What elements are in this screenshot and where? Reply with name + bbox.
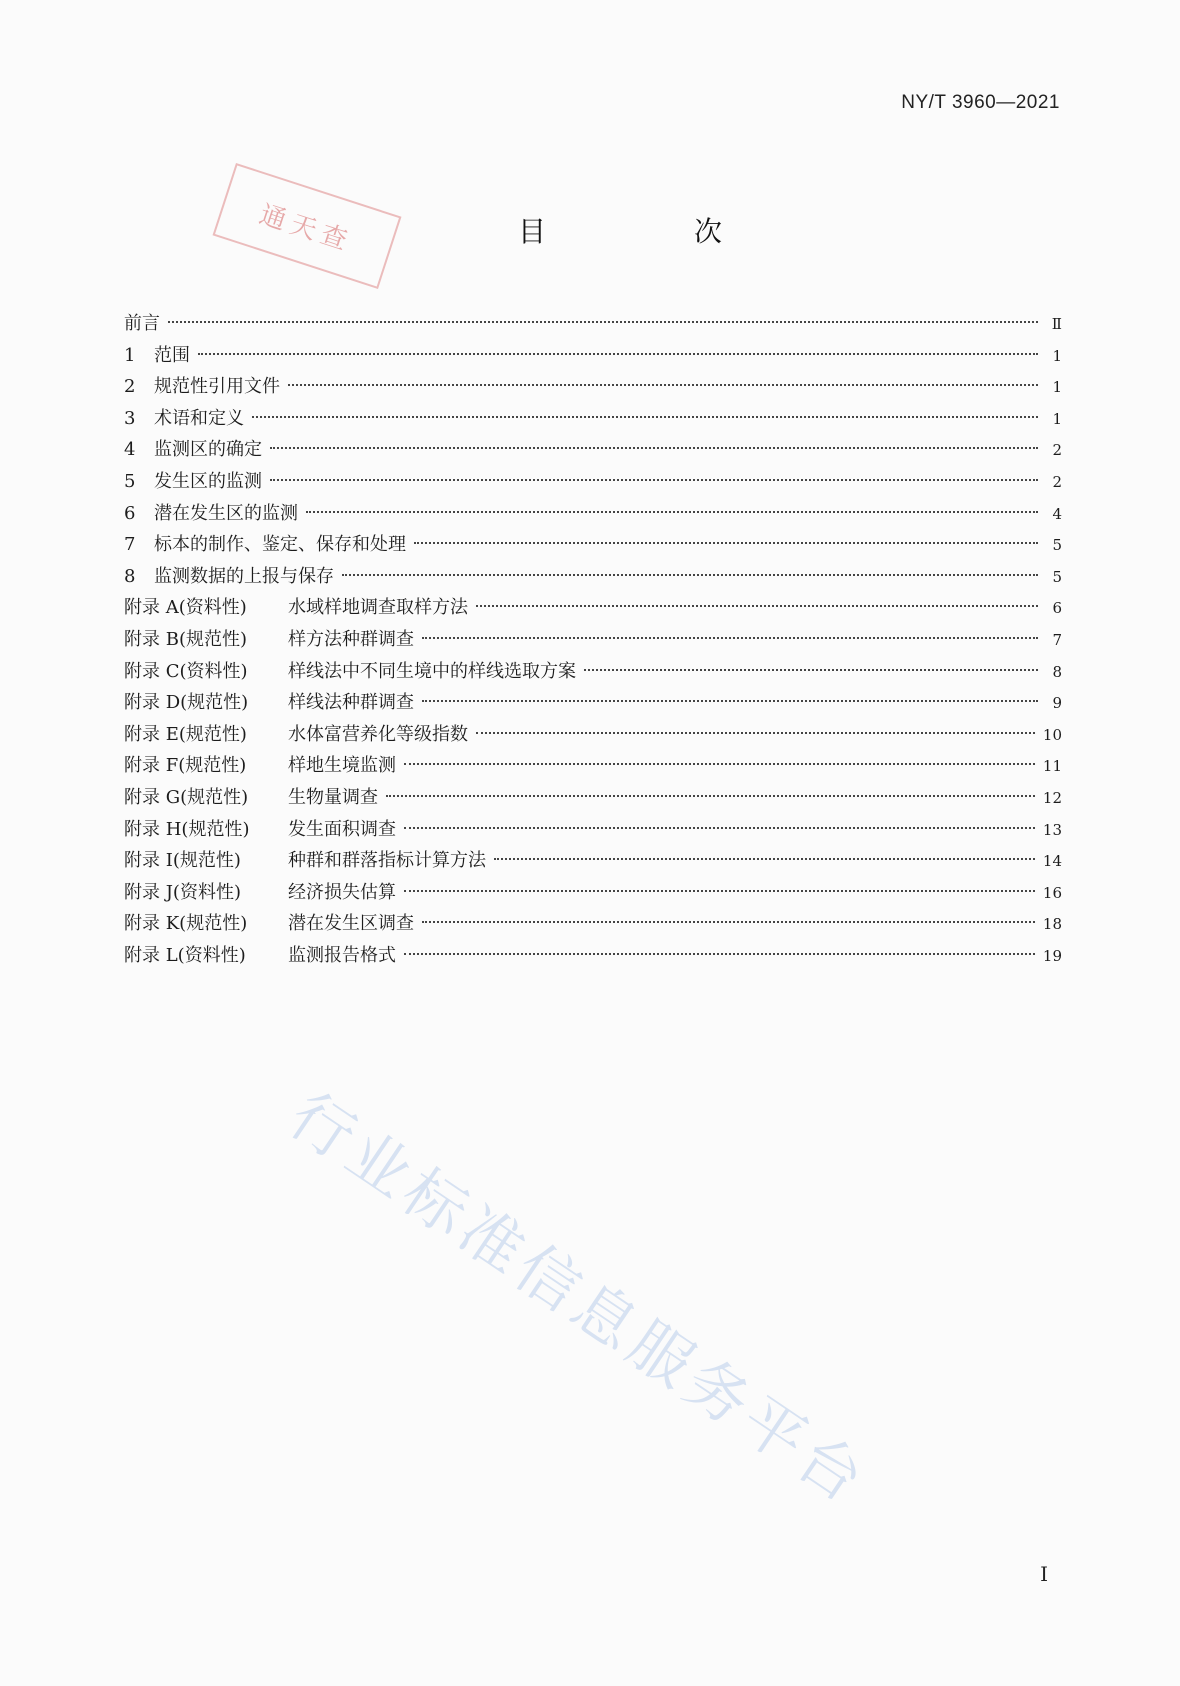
toc-entry-page: 8 <box>1052 662 1062 681</box>
toc-entry-page: 13 <box>1042 820 1062 839</box>
toc-entry-chapter-5[interactable] <box>124 466 1062 498</box>
toc-entry-label: 样线法中不同生境中的样线选取方案 <box>288 660 576 682</box>
toc-entry-label: 种群和群落指标计算方法 <box>288 850 486 872</box>
appendix-tag: 附录 E(规范性) <box>124 723 247 745</box>
toc-dot-leader <box>288 384 1038 386</box>
toc-entry-label: 生物量调查 <box>288 786 378 808</box>
toc-entry-label: 样地生境监测 <box>288 755 396 777</box>
toc-entry-page: 16 <box>1042 883 1062 902</box>
toc-entry-appendix-d[interactable] <box>124 687 1062 719</box>
toc-dot-leader <box>476 605 1038 607</box>
appendix-tag: 附录 J(资料性) <box>124 881 241 903</box>
toc-entry-label: 经济损失估算 <box>288 881 396 903</box>
toc-entry-appendix-j[interactable] <box>124 877 1062 909</box>
appendix-tag: 附录 G(规范性) <box>124 786 249 808</box>
toc-entry-label: 监测报告格式 <box>288 944 396 966</box>
toc-entry-label: 发生面积调查 <box>288 818 396 840</box>
appendix-tag: 附录 C(资料性) <box>124 660 248 682</box>
footer-page-number: I <box>1040 1562 1048 1586</box>
toc-dot-leader <box>494 858 1035 860</box>
toc-entry-page: 1 <box>1052 409 1062 428</box>
appendix-tag: 附录 I(规范性) <box>124 850 241 872</box>
toc-entry-chapter-2[interactable] <box>124 371 1062 403</box>
toc-entry-page: Ⅱ <box>1051 315 1062 333</box>
toc-entry-page: 2 <box>1052 472 1062 491</box>
toc-entry-chapter-4[interactable] <box>124 434 1062 466</box>
toc-dot-leader <box>414 542 1038 544</box>
toc-entry-label: 监测数据的上报与保存 <box>154 565 334 587</box>
toc-entry-number: 3 <box>124 407 136 429</box>
appendix-tag: 附录 B(规范性) <box>124 628 247 650</box>
toc-entry-page: 2 <box>1052 441 1062 460</box>
toc-entry-appendix-a[interactable] <box>124 592 1062 624</box>
appendix-tag: 附录 L(资料性) <box>124 944 246 966</box>
standard-code: NY/T 3960—2021 <box>901 92 1060 113</box>
seal-stamp-text: 通天查 <box>255 199 357 258</box>
toc-entry-number: 6 <box>124 502 136 524</box>
toc-entry-appendix-i[interactable] <box>124 845 1062 877</box>
toc-entry-label: 标本的制作、鉴定、保存和处理 <box>154 534 406 556</box>
toc-entry-label: 术语和定义 <box>154 407 244 429</box>
toc-entry-appendix-b[interactable] <box>124 624 1062 656</box>
toc-entry-chapter-3[interactable] <box>124 403 1062 435</box>
toc-entry-number: 5 <box>124 470 136 492</box>
toc-dot-leader <box>422 921 1035 923</box>
toc-entry-chapter-8[interactable] <box>124 561 1062 593</box>
page-title: 目 次 <box>517 215 782 248</box>
appendix-tag: 附录 D(规范性) <box>124 692 249 714</box>
toc-entry-page: 9 <box>1052 694 1062 713</box>
toc-dot-leader <box>422 637 1038 639</box>
toc-entry-foreword[interactable] <box>124 308 1062 340</box>
toc-dot-leader <box>386 795 1035 797</box>
toc-entry-page: 19 <box>1042 946 1062 965</box>
toc-dot-leader <box>252 416 1038 418</box>
appendix-tag: 附录 F(规范性) <box>124 755 247 777</box>
toc-entry-chapter-6[interactable] <box>124 498 1062 530</box>
toc-entry-chapter-1[interactable] <box>124 340 1062 372</box>
toc-entry-label: 潜在发生区的监测 <box>154 502 298 524</box>
toc-entry-page: 5 <box>1052 567 1062 586</box>
toc-entry-page: 11 <box>1042 757 1062 776</box>
toc-entry-page: 14 <box>1042 852 1062 871</box>
toc-entry-label: 发生区的监测 <box>154 470 262 492</box>
toc-entry-number: 7 <box>124 534 136 556</box>
toc-dot-leader <box>198 353 1038 355</box>
toc-dot-leader <box>422 700 1038 702</box>
toc-entry-appendix-g[interactable] <box>124 782 1062 814</box>
toc-entry-appendix-e[interactable] <box>124 719 1062 751</box>
toc-dot-leader <box>404 827 1035 829</box>
toc-entry-number: 2 <box>124 376 136 398</box>
toc-entry-page: 10 <box>1042 725 1062 744</box>
toc-entry-label: 潜在发生区调查 <box>288 913 414 935</box>
toc-entry-label: 样线法种群调查 <box>288 692 414 714</box>
toc-entry-label: 范围 <box>154 344 190 366</box>
toc-dot-leader <box>168 321 1038 323</box>
toc-entry-page: 1 <box>1052 346 1062 365</box>
toc-entry-appendix-c[interactable] <box>124 656 1062 688</box>
toc-entry-number: 8 <box>124 565 136 587</box>
toc-entry-label: 前言 <box>124 313 160 334</box>
toc-entry-number: 4 <box>124 439 136 461</box>
toc-entry-appendix-l[interactable] <box>124 940 1062 972</box>
toc-entry-page: 12 <box>1042 788 1062 807</box>
appendix-tag: 附录 H(规范性) <box>124 818 250 840</box>
toc-dot-leader <box>584 669 1038 671</box>
toc-entry-label: 水域样地调查取样方法 <box>288 597 468 619</box>
toc-dot-leader <box>404 763 1035 765</box>
toc-entry-number: 1 <box>124 344 136 366</box>
table-of-contents <box>124 308 1062 971</box>
toc-entry-page: 4 <box>1052 504 1062 523</box>
toc-entry-page: 5 <box>1052 536 1062 555</box>
toc-dot-leader <box>270 447 1038 449</box>
toc-entry-label: 规范性引用文件 <box>154 376 280 398</box>
toc-dot-leader <box>404 953 1035 955</box>
toc-dot-leader <box>306 511 1038 513</box>
toc-entry-page: 1 <box>1052 378 1062 397</box>
toc-entry-label: 水体富营养化等级指数 <box>288 723 468 745</box>
toc-entry-label: 样方法种群调查 <box>288 628 414 650</box>
appendix-tag: 附录 A(资料性) <box>124 597 247 619</box>
toc-entry-page: 18 <box>1042 915 1062 934</box>
toc-entry-page: 7 <box>1052 630 1062 649</box>
toc-entry-page: 6 <box>1052 599 1062 618</box>
toc-entry-label: 监测区的确定 <box>154 439 262 461</box>
toc-entry-chapter-7[interactable] <box>124 529 1062 561</box>
toc-dot-leader <box>342 574 1038 576</box>
appendix-tag: 附录 K(规范性) <box>124 913 248 935</box>
toc-entry-appendix-h[interactable] <box>124 814 1062 846</box>
watermark-text: 行业标准信息服务平台 <box>276 1078 882 1520</box>
toc-dot-leader <box>270 479 1038 481</box>
toc-entry-appendix-f[interactable] <box>124 750 1062 782</box>
toc-entry-appendix-k[interactable] <box>124 908 1062 940</box>
toc-dot-leader <box>404 890 1035 892</box>
toc-dot-leader <box>476 732 1035 734</box>
